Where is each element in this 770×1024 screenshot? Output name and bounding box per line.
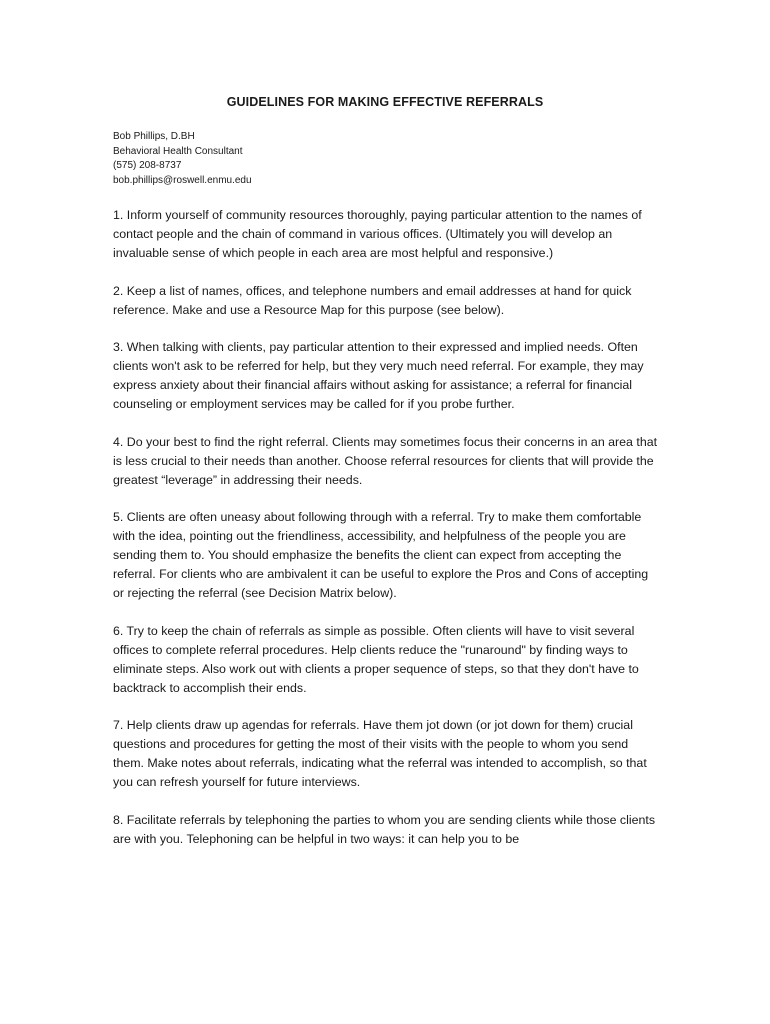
- paragraph-8: 8. Facilitate referrals by telephoning the parties to whom you are sending clients while those clients are with you. Telephoning can be helpful in two ways: it can help you to be: [113, 812, 656, 846]
- author-role: Behavioral Health Consultant: [113, 145, 243, 157]
- document-title: GUIDELINES FOR MAKING EFFECTIVE REFERRALS: [226, 95, 544, 109]
- paragraph-1: 1. Inform yourself of community resources thoroughly, paying particular attention to the names of contact people and the chain of command in various offices. (Ultimately you will develop an invaluable sense of which people in each area are most helpful and responsive.): [113, 208, 642, 260]
- document-body: [113, 206, 658, 868]
- paragraph-5: 5. Clients are often uneasy about following through with a referral. Try to make them comfortable with the idea, pointing out the friendliness, accessibility, and helpfulness of the people you are sending them to. You should emphasize the benefits the client can expect from accepting the referral. For clients who are ambivalent it can be useful to explore the Pros and Cons of accepting or rejecting the referral (see Decision Matrix below).: [113, 510, 649, 601]
- author-name: Bob Phillips, D.BH: [113, 131, 195, 142]
- author-email: bob.phillips@roswell.enmu.edu: [113, 174, 252, 186]
- author-block: [113, 130, 613, 188]
- paragraph-3: 3. When talking with clients, pay particular attention to their expressed and implied needs. Often clients won't ask to be referred for help, but they very much need referral. For example, they may express anxiety about their financial affairs without asking for assistance; a referral for financial counseling or employment services may be called for if you probe further.: [113, 340, 644, 412]
- author-phone: (575) 208-8737: [113, 160, 182, 172]
- paragraph-7: 7. Help clients draw up agendas for referrals. Have them jot down (or jot down for them) crucial questions and procedures for getting the most of their visits with the people to whom you send them. Make notes about referrals, indicating what the referral was intended to accomplish, so that you can refresh yourself for future interviews.: [113, 718, 647, 790]
- paragraph-6: 6. Try to keep the chain of referrals as simple as possible. Often clients will have to visit several offices to complete referral procedures. Help clients reduce the "runaround" by finding ways to eliminate steps. Also work out with clients a proper sequence of steps, so that they don't have to backtrack to accomplish their ends.: [113, 623, 639, 695]
- paragraph-4: 4. Do your best to find the right referral. Clients may sometimes focus their concerns in an area that is less crucial to their needs than another. Choose referral resources for clients that will provide the greatest “leverage” in addressing their needs.: [113, 434, 658, 487]
- paragraph-2: 2. Keep a list of names, offices, and telephone numbers and email addresses at hand for quick reference. Make and use a Resource Map for this purpose (see below).: [113, 283, 632, 317]
